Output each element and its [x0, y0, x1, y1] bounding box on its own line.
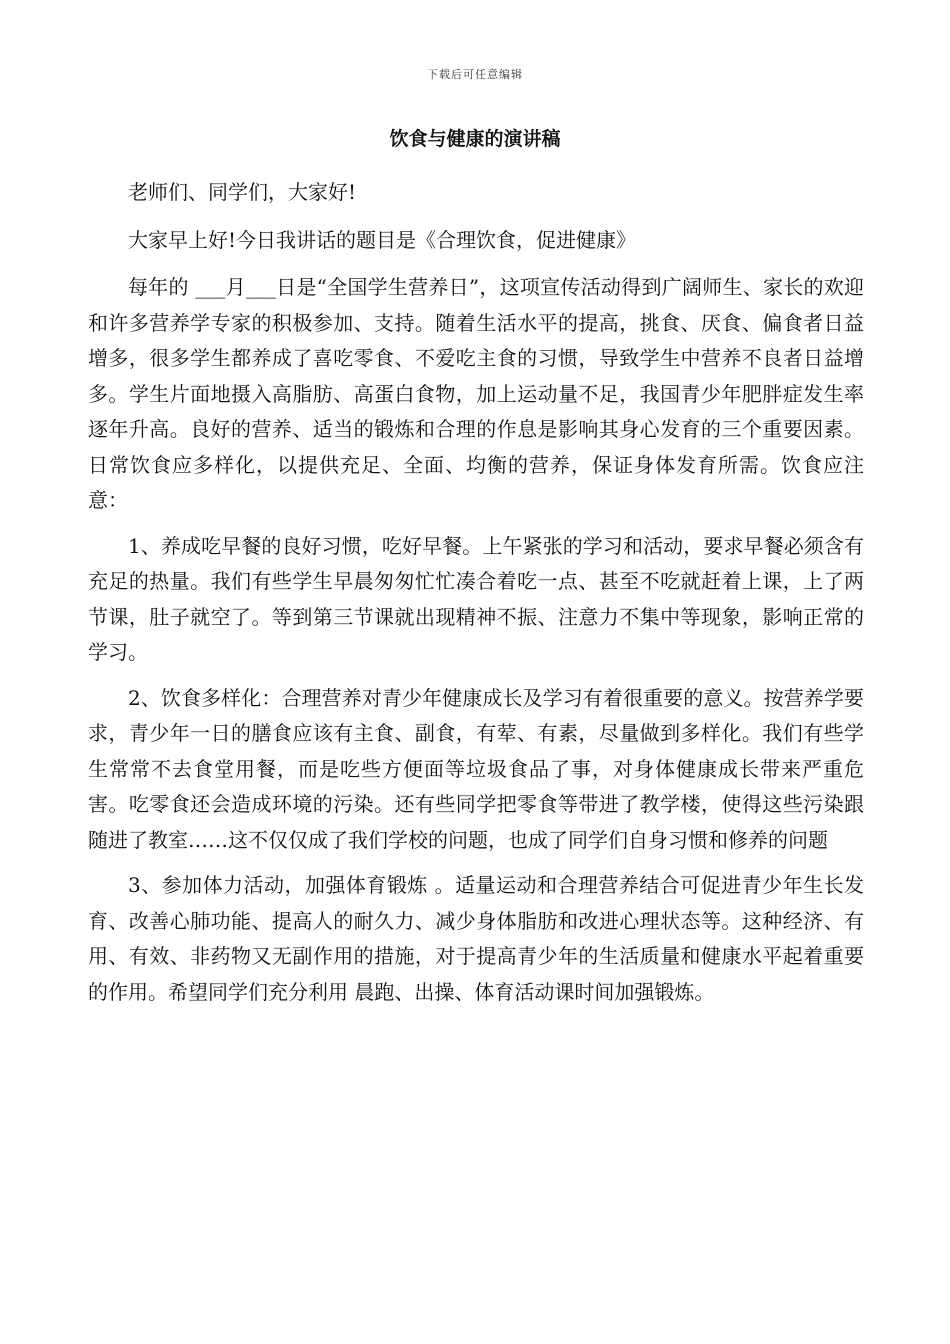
intro-paragraph: 每年的 ___月___日是“全国学生营养日”，这项宣传活动得到广阔师生、家长的欢迎和许多营养学专家的积极参加、支持。随着生活水平的提高，挑食、厌食、偏食者日益增多，很多学生都养成了喜吃零食、不爱吃主食的习惯，导致学生中营养不良者日益增多。学生片面地摄入高脂肪、高蛋白食物，加上运动量不足，我国青少年肥胖症发生率逐年升高。良好的营养、适当的锻炼和合理的作息是影响其身心发育的三个重要因素。日常饮食应多样化，以提供充足、全面、均衡的营养，保证身体发育所需。饮食应注意：: [88, 275, 864, 512]
point-3-paragraph: 3、参加体力活动，加强体育锻炼 。适量运动和合理营养结合可促进青少年生长发育、改善心肺功能、提高人的耐久力、减少身体脂肪和改进心理状态等。这种经济、有用、有效、非药物又无副作用的措施，对于提高青少年的生活质量和健康水平起着重要的作用。希望同学们充分利用 晨跑、出操、体育活动课时间加强锻炼。: [88, 873, 864, 1004]
point-2-paragraph: 2、饮食多样化：合理营养对青少年健康成长及学习有着很重要的意义。按营养学要求，青少年一日的膳食应该有主食、副食，有荤、有素，尽量做到多样化。我们有些学生常常不去食堂用餐，而是吃些方便面等垃圾食品了事，对身体健康成长带来严重危害。吃零食还会造成环境的污染。还有些同学把零食等带进了教学楼，使得这些污染跟随进了教室……这不仅仅成了我们学校的问题，也成了同学们自身习惯和修养的问题: [88, 685, 864, 852]
header-note: 下载后可任意编辑: [427, 68, 523, 81]
document-body: [88, 175, 864, 1020]
point-1-paragraph: 1、养成吃早餐的良好习惯，吃好早餐。上午紧张的学习和活动，要求早餐必须含有充足的热量。我们有些学生早晨匆匆忙忙凑合着吃一点、甚至不吃就赶着上课，上了两节课，肚子就空了。等到第三节课就出现精神不振、注意力不集中等现象，影响正常的学习。: [88, 533, 864, 664]
topic-paragraph: 大家早上好!今日我讲话的题目是《合理饮食，促进健康》: [128, 227, 637, 252]
greeting-paragraph: 老师们、同学们，大家好!: [128, 180, 357, 204]
document-title: 饮食与健康的演讲稿: [389, 128, 561, 150]
